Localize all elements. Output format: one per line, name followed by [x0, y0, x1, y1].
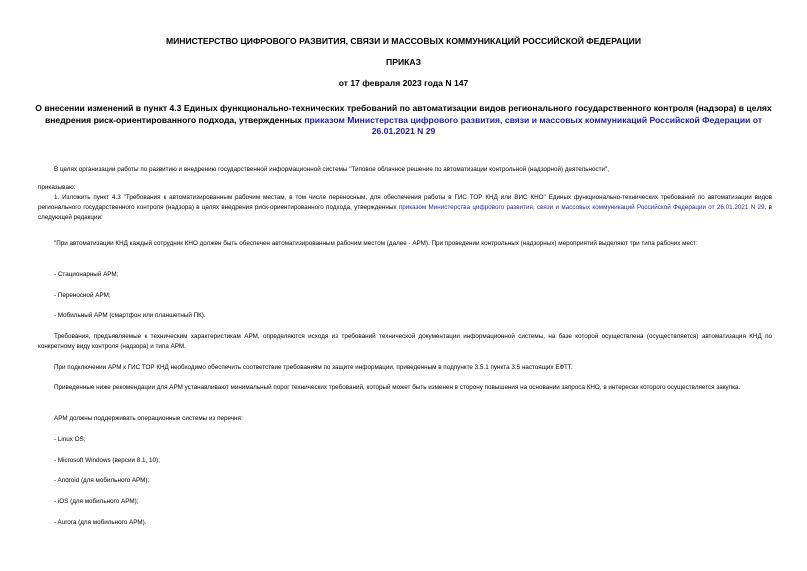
title-order-link[interactable]: приказом Министерства цифрового развития, связи и массовых коммуникаций Российской Федерации от 26.01.2021 N 29: [304, 114, 763, 136]
title-text: О внесении изменений в пункт 4.3 Единых функционально-технических требований по автоматизации видов регионального государственного контроля (надзора) в целях внедрения риск-ориентированного подхода, утвержденных: [35, 103, 772, 125]
item-1-text-end: , в следующей редакции:: [38, 204, 772, 221]
arm-intro-paragraph: "При автоматизации КНД каждый сотрудник КНО должен быть обеспечен автоматизированным рабочим местом (далее - АРМ). При проведении контрольных (надзорных) мероприятий выделяют три типа рабочих мест:: [54, 240, 698, 247]
document-title: [28, 103, 779, 138]
item-1-order-link[interactable]: приказом Министерства цифрового развития, связи и массовых коммуникаций Российской Федерации от 26.01.2021 N 29: [398, 204, 765, 211]
os-list-item: - iOS (для мобильного АРМ);: [54, 498, 139, 505]
item-1-text: 1. Изложить пункт 4.3 "Требования к автоматизированным рабочим местам, в том числе переносным, для обеспечения работы в ГИС ТОР КНД или ВИС КНО" Единых функционально-технических требований по автоматизации видов регионального государственного контроля (надзора) в целях внедрения риск-ориентированного подхода, утвержденных: [38, 194, 772, 211]
arm-type-item: - Мобильный АРМ (смартфон или планшетный ПК).: [54, 312, 206, 319]
ministry-header: МИНИСТЕРСТВО ЦИФРОВОГО РАЗВИТИЯ, СВЯЗИ И МАССОВЫХ КОММУНИКАЦИЙ РОССИЙСКОЙ ФЕДЕРАЦИИ: [165, 36, 642, 46]
arm-type-item: - Переносной АРМ;: [54, 292, 111, 299]
item-1-paragraph: [38, 193, 772, 223]
document-date-number: от 17 февраля 2023 года N 147: [338, 78, 469, 88]
security-paragraph: При подключении АРМ к ГИС ТОР КНД необходимо обеспечить соответствие требованиям по защите информации, приведенным в подпункте 3.5.1 пункта 3.5 настоящих ЕФТТ.: [54, 364, 573, 371]
arm-type-item: - Стационарный АРМ;: [54, 271, 119, 278]
recommendations-paragraph: Приведенные ниже рекомендации для АРМ устанавливают минимальный порог технических требований, который может быть изменен в сторону повышения на основании запроса КНО, в интересах которого осуществляется закупка.: [54, 384, 741, 391]
os-list-item: - Linux OS;: [54, 436, 86, 443]
preamble-paragraph: В целях организации работы по развитию и внедрению государственной информационной системы "Типовое облачное решение по автоматизации контрольной (надзорной) деятельности",: [54, 166, 610, 173]
document-type: ПРИКАЗ: [386, 57, 421, 67]
order-word: приказываю:: [38, 184, 76, 191]
os-list-item: - Aurora (для мобильного АРМ).: [54, 519, 147, 526]
os-list-item: - Android (для мобильного АРМ);: [54, 477, 150, 484]
requirements-paragraph: Требования, предъявляемые к техническим характеристикам АРМ, определяются исходя из требований технической документации информационной системы, на базе которой осуществлена (осуществляется) автоматизация КНД по конкретному виду контроля (надзора) и типа АРМ.: [38, 333, 772, 350]
os-list-item: - Microsoft Windows (версии 8.1, 10);: [54, 457, 160, 464]
os-intro-paragraph: АРМ должны поддерживать операционные системы из перечня:: [54, 415, 243, 422]
